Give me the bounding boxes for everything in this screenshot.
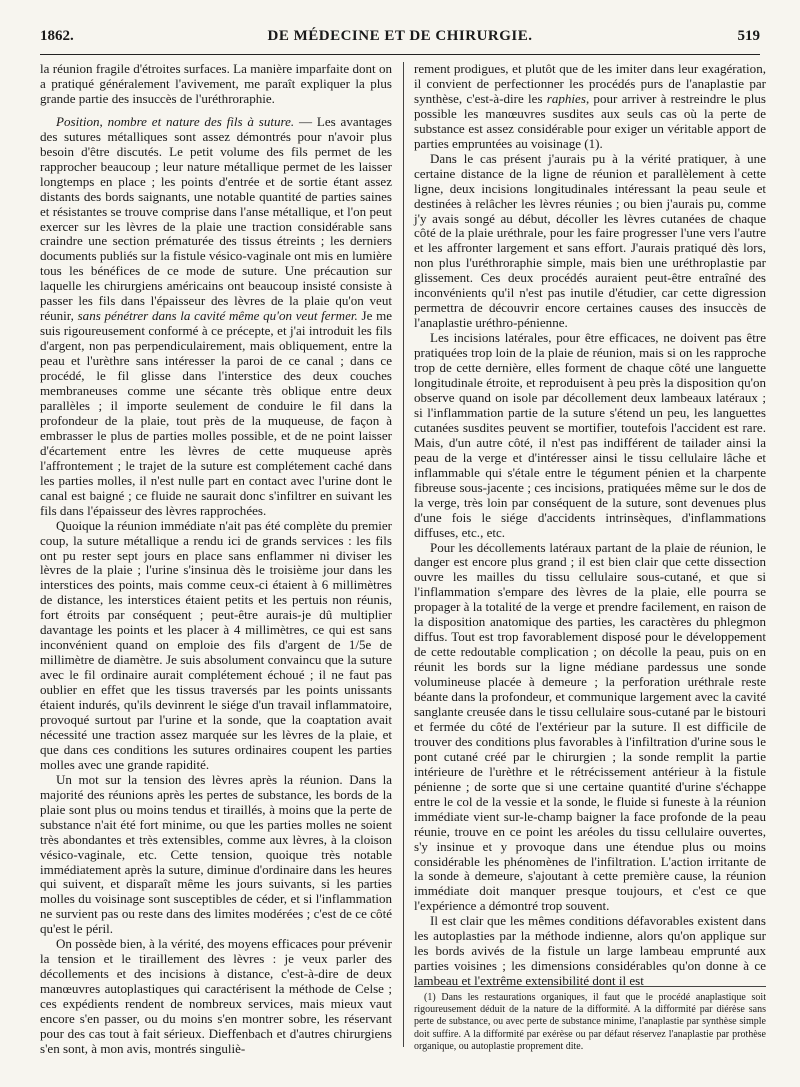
paragraph: Les incisions latérales, pour être efficaces, ne doivent pas être pratiquées trop loin de la plaie de réunion, mais si on les rapproche trop de cette dernière, elles forment de chaque côté une languette longitudinale étroite, et reproduisent à peu près la disposition qu'on observe quand on isole par décollement deux lambeaux latéraux ; si l'inflammation partie de la suture s'étend un peu, les languettes cutanées susdites peuvent se mortifier, toutefois l'accident est rare. Mais, d'un autre côté, il n'est pas indifférent de tailader ainsi la peau de la verge et d'intéresser ainsi le tissu cellulaire lâche et inflammable qui s'étale entre le tégument pénien et la charpente fibreuse sous-jacente ; ces incisions, pratiquées même sur le dos de la verge, très loin par conséquent de la suture, sont devenues plus d'une fois le siége d'accidents intrinsèques, d'inflammations diffuses, etc., etc. [414,330,766,540]
paragraph: la réunion fragile d'étroites surfaces. La manière imparfaite dont on a pratiqué généralement l'avivement, me paraît expliquer la plus grande partie des insuccès de l'uréthroraphie. [40,61,392,106]
paragraph-text: Les avantages des sutures métalliques sont assez démontrés pour n'avoir plus besoin d'être discutés. Le petit volume des fils permet de les rapprocher beaucoup ; leur nature métallique permet de les laisser longtemps en place ; les points d'entrée et de sortie étant assez distants des bords saignants, une notable quantité de parties saines et résistantes se trouve comprise dans l'anse métallique, et l'on peut exercer sur les lèvres de la plaie une traction considérable sans craindre une section prématurée des tissus étreints ; les derniers documents publiés sur la fistule vésico-vaginale ont mis en lumière tous les bénéfices de ce mode de suture. Une précaution sur laquelle les chirurgiens américains ont beaucoup insisté consiste à passer les fils dans l'épaisseur des lèvres de la plaie qu'on veut réunir, [40,113,392,324]
column-divider [403,62,404,1047]
paragraph: Dans le cas présent j'aurais pu à la vérité pratiquer, à une certaine distance de la ligne de réunion et parallèlement à cette ligne, deux incisions longitudinales intéressant la peau seule et destinées à relâcher les lèvres réunies ; ou bien j'aurais pu, comme j'y avais songé au début, décoller les lèvres cutanées de chaque côté de la plaie uréthrale, pour les faire progresser l'une vers l'autre et les affronter largement et sans effort. J'aurais pratiqué dès lors, non plus l'uréthroraphie simple, mais bien une uréthroplastie par glissement. Ces deux procédés auraient peut-être entraîné des inconvénients qu'il n'est pas inutile d'étudier, car cette digression permettra de découvrir encore certaines causes des insuccès de l'anaplastie uréthro-pénienne. [414,150,766,331]
footnote-text: (1) Dans les restaurations organiques, il faut que le procédé anaplastique soit rigoureusement déduit de la nature de la difformité. A la difformité par diérèse sans perte de substance, ou avec perte de substance minime, l'anaplastie par synthèse simple doit suffire. A la difformité par exérèse ou par défaut réservez l'anaplastie par prothèse organique, ou autoplastie proprement dite. [414,992,766,1052]
paragraph: Pour les décollements latéraux partant de la plaie de réunion, le danger est encore plus grand ; il est bien clair que cette dissection ouvre les mailles du tissu cellulaire sous-cutané, et que si l'inflammation s'empare des lèvres de la plaie, elle pourra se propager à la totalité de la verge et prendre facilement, en raison de la disposition anatomique des parties, les caractères du phlegmon diffus. Tout est trop favorablement disposé pour le développement de cette redoutable complication ; on décolle la peau, puis on en réunit les bords sur la ligne médiane pardessus une sonde volumineuse placée à demeure ; la perforation uréthrale reste béante dans la profondeur, et communique largement avec la cavité sanglante creusée dans le tissu cellulaire sous-cutané par le bistouri et fermée du côté de l'extérieur par la suture. Il est difficile de trouver des conditions plus favorables à l'infiltration d'urine sous le pont cutané créé par le chirurgien ; la sonde remplit la partie intérieure de l'urèthre et le rétrécissement antérieur à la fistule pénienne ; de sorte que si une certaine quantité d'urine s'échappe entre le col de la vessie et la sonde, le fluide si funeste à la réunion immédiate vient sur-le-champ baigner la face profonde de la peau réunie, trouve en ce point les aréoles du tissu cellulaire ouvertes, s'y insinue et y provoque dans une étendue plus ou moins considérable les phénomènes de l'infiltration. L'action irritante de la sonde à demeure, s'ajoutant à cette première cause, la réunion immédiate doit manquer presque toujours, et c'est ce que l'expérience a démontré trop souvent. [414,539,766,914]
paragraph-text: rement prodigues, et plutôt que de les imiter dans leur exagération, il convient de perfectionner les procédés purs de l'anaplastie par synthèse, c'est-à-dire les [414,61,766,106]
running-header [40,28,760,50]
section-heading: Position, nombre et nature des fils à suture. [56,113,295,129]
paragraph [40,115,392,519]
paragraph: On possède bien, à la vérité, des moyens efficaces pour prévenir la tension et le tiraillement des lèvres : je veux parler des décollements et des incisions à distance, c'est-à-dire de deux manœuvres autoplastiques qui caractérisent la méthode de Celse ; ces expédients rendent de nombreux services, mais mieux vaut encore s'en passer, ou du moins s'en montrer sobre, les réservant pour des cas tout à fait sérieux. Dieffenbach et d'autres chirurgiens s'en sont, à mon avis, montrés singuliè- [40,936,392,1056]
paragraph: Il est clair que les mêmes conditions défavorables existent dans les autoplasties par la méthode indienne, alors qu'on applique sur les bords avivés de la fistule un large lambeau emprunté aux parties voisines ; les dimensions considérables qu'on donne à ce lambeau et l'extrême extensibilité dont il est [414,913,766,989]
header-rule [40,54,760,55]
emphasis-text: sans pénétrer dans la cavité même qu'on veut fermer. [77,308,358,324]
header-title: DE MÉDECINE ET DE CHIRURGIE. [267,28,533,44]
paragraph: Un mot sur la tension des lèvres après la réunion. Dans la majorité des réunions après les pertes de substance, les bords de la plaie sont plus ou moins tendus et tiraillés, à moins que la perte de substance n'ait été fort minime, ou que les parties molles ne soient très abondantes et très extensibles, comme aux lèvres, à la cloison vésico-vaginale, etc. Cette tension, quoique très notable immédiatement après la suture, diminue d'ordinaire dans les heures qui suivent, et disparaît même les jours suivants, si les parties molles du voisinage sont susceptibles de céder, et si l'inflammation ne survient pas ou reste dans des limites modérées ; c'est de ce côté qu'est le péril. [40,771,392,937]
paragraph-text: , pour arriver à restreindre le plus possible les manœuvres susdites aux seuls cas où la perte de substance est assez considérable pour exiger un véritable apport de parties empruntées au voisinage (1). [414,90,766,151]
heading-dash: — [294,113,317,129]
paragraph-text: Je me suis rigoureusement conformé à ce précepte, et j'ai introduit les fils d'argent, non pas perpendiculairement, mais obliquement, entre la peau et l'urèthre sans intéresser la paroi de ce canal ; dans ce procédé, le fil glisse dans l'interstice des deux couches membraneuses comme une sécante très oblique entre deux parallèles ; il importe seulement de conduire le fil dans la profondeur de la plaie, tout près de la muqueuse, de façon à embrasser le plus de parties molles possible, et de ne point laisser d'écartement entre les lèvres de cette muqueuse après l'affrontement ; le trajet de la suture est complétement caché dans les parties molles, il n'est nulle part en contact avec l'urine dont le canal est baigné ; ce fluide ne saurait donc s'infiltrer en suivant les fils dans l'épaisseur des lèvres rapprochées. [40,308,393,518]
footnote [414,992,766,1053]
right-column [414,62,766,989]
left-column [40,62,392,1057]
header-year: 1862. [40,28,74,44]
paragraph: Quoique la réunion immédiate n'ait pas été complète du premier coup, la suture métallique a rendu ici de grands services : les fils ont pu rester sept jours en place sans enflammer ni diviser les lèvres de la plaie ; l'urine s'insinua dès le troisième jour dans les interstices des points, mais comme ceux-ci étaient à 6 millimètres de distance, les interstices étaient petits et les pertuis non réunis, fort étroits par conséquent ; peut-être aurais-je dû multiplier davantage les points et les placer à 4 millimètres, ce qui est sans inconvénient quand on emploie des fils d'argent de 1/5e de millimètre de diamètre. Je suis absolument convaincu que la suture avec le fil ordinaire aurait complétement échoué ; il ne faut pas oublier en effet que les tissus traversés par les points unissants étaient indurés, qu'ils devinrent le siége d'un travail inflammatoire, provoqué surtout par l'urine et la sonde, que la coaptation avait nécessité une traction assez marquée sur les lèvres de la plaie, et que dans ces conditions les sutures ordinaires coupent les parties molles avec une grande rapidité. [40,517,392,772]
footnote-rule [414,986,766,987]
paragraph [414,62,766,152]
emphasis-text: raphies [546,90,586,106]
page-number: 519 [737,28,760,44]
